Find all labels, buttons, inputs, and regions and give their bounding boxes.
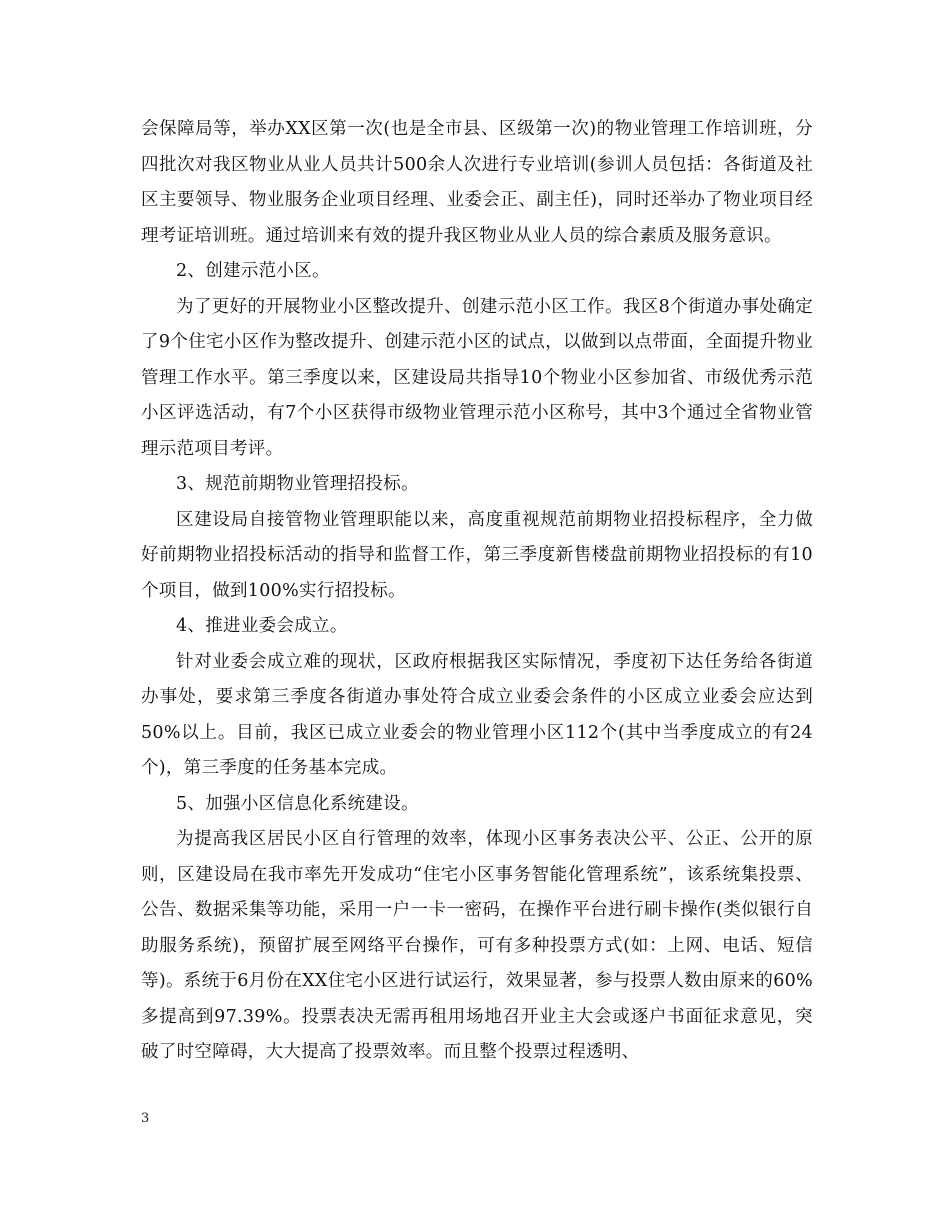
section-heading-information-system: 5、加强小区信息化系统建设。 — [176, 793, 419, 814]
document-body — [141, 112, 813, 1071]
page-number: 3 — [141, 1111, 150, 1126]
section-heading-demo-community: 2、创建示范小区。 — [176, 261, 330, 281]
paragraph-demo-community: 为了更好的开展物业小区整改提升、创建示范小区工作。我区8个街道办事处确定了9个住宅小区作为整改提升、创建示范小区的试点，以做到以点带面，全面提升物业管理工作水平。第三季度以来，区建设局共指导10个物业小区参加省、市级优秀示范小区评选活动，有7个小区获得市级物业管理示范小区称号，其中3个通过全省物业管理示范项目考评。 — [141, 296, 813, 459]
paragraph-owners-committee: 针对业委会成立难的现状，区政府根据我区实际情况，季度初下达任务给各街道办事处，要求第三季度各街道办事处符合成立业委会条件的小区成立业委会应达到50%以上。目前，我区已成立业委会的物业管理小区112个(其中当季度成立的有24个)，第三季度的任务基本完成。 — [141, 651, 813, 778]
paragraph-training: 会保障局等，举办XX区第一次(也是全市县、区级第一次)的物业管理工作培训班，分四批次对我区物业从业人员共计500余人次进行专业培训(参训人员包括：各街道及社区主要领导、物业服务企业项目经理、业委会正、副主任)，同时还举办了物业项目经理考证培训班。通过培训来有效的提升我区物业从业人员的综合素质及服务意识。 — [141, 119, 813, 246]
section-heading-owners-committee: 4、推进业委会成立。 — [176, 616, 348, 636]
section-heading-bidding: 3、规范前期物业管理招投标。 — [176, 474, 419, 494]
paragraph-information-system: 为提高我区居民小区自行管理的效率，体现小区事务表决公平、公正、公开的原则，区建设局在我市率先开发成功“住宅小区事务智能化管理系统”，该系统集投票、公告、数据采集等功能，采用一户一卡一密码，在操作平台进行刷卡操作(类似银行自助服务系统)，预留扩展至网络平台操作，可有多种投票方式(如：上网、电话、短信等)。系统于6月份在XX住宅小区进行试运行，效果显著，参与投票人数由原来的60%多提高到97.39%。投票表决无需再租用场地召开业主大会或逐户书面征求意见，突破了时空障碍，大大提高了投票效率。而且整个投票过程透明、 — [141, 829, 813, 1062]
paragraph-bidding: 区建设局自接管物业管理职能以来，高度重视规范前期物业招投标程序，全力做好前期物业招投标活动的指导和监督工作，第三季度新售楼盘前期物业招投标的有10个项目，做到100%实行招投标。 — [141, 509, 813, 601]
